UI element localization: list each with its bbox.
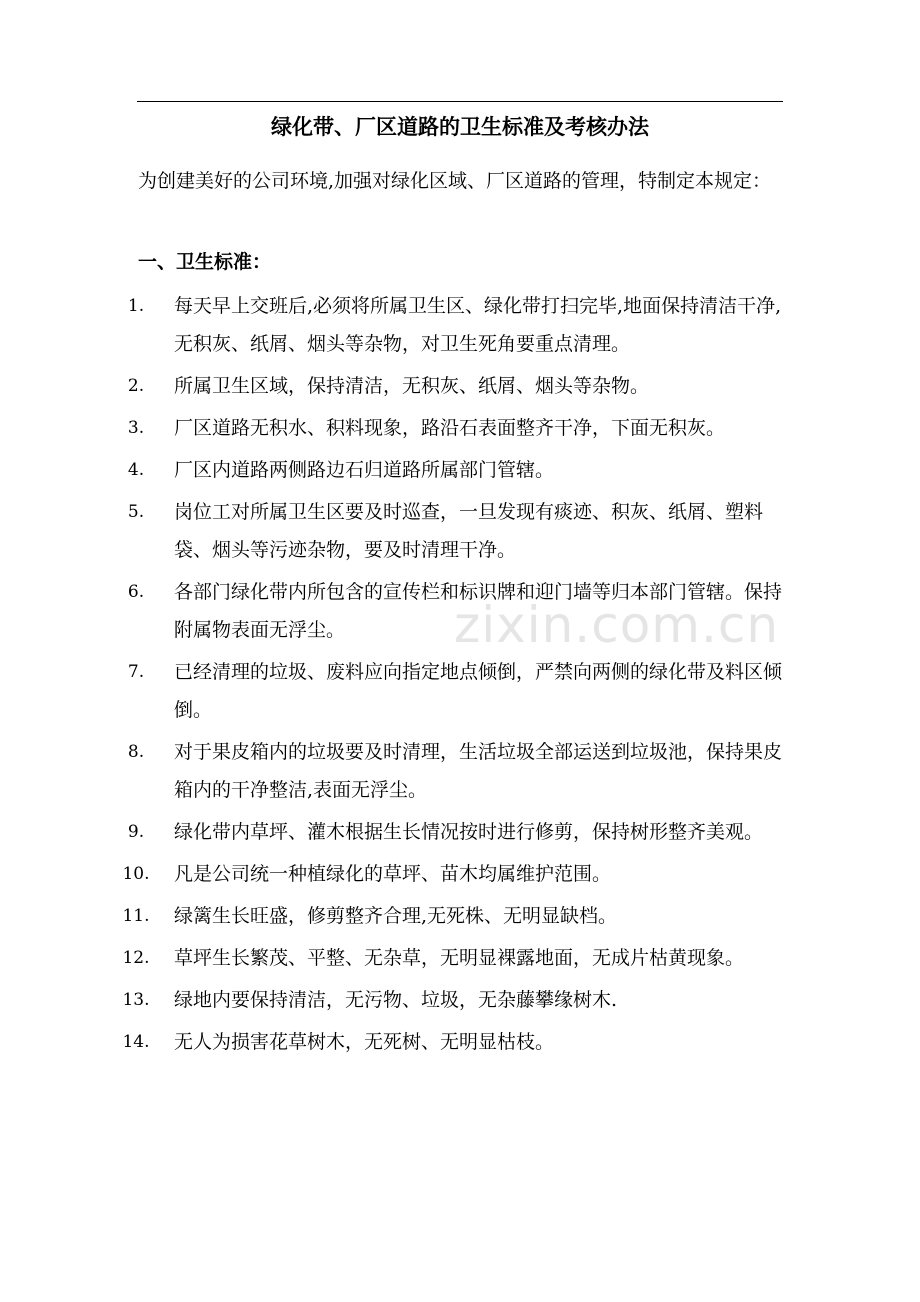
list-item xyxy=(100,367,800,405)
header-rule xyxy=(137,101,783,102)
item-text: 对于果皮箱内的垃圾要及时清理，生活垃圾全部运送到垃圾池，保持果皮箱内的干净整洁,表面无浮尘。 xyxy=(174,741,783,801)
item-number: 8. xyxy=(127,742,145,762)
section-heading-hygiene-standards: 一、卫生标准： xyxy=(138,251,272,273)
watermark: zixin.com.cn xyxy=(454,596,780,654)
item-text: 所属卫生区域，保持清洁，无积灰、纸屑、烟头等杂物。 xyxy=(174,375,650,397)
document-title: 绿化带、厂区道路的卫生标准及考核办法 xyxy=(271,115,649,139)
item-text: 绿地内要保持清洁，无污物、垃圾，无杂藤攀缘树木. xyxy=(174,989,618,1011)
item-text: 绿篱生长旺盛，修剪整齐合理,无死株、无明显缺档。 xyxy=(174,905,618,927)
item-number: 5. xyxy=(127,502,145,522)
item-number: 10. xyxy=(122,864,150,884)
list-item xyxy=(100,939,800,977)
item-text: 岗位工对所属卫生区要及时巡查，一旦发现有痰迹、积灰、纸屑、塑料袋、烟头等污迹杂物，要及时清理干净。 xyxy=(174,501,764,561)
item-number: 6. xyxy=(127,582,145,602)
item-number: 12. xyxy=(122,948,150,968)
item-number: 4. xyxy=(127,460,145,480)
list-item xyxy=(100,493,800,569)
item-text: 凡是公司统一种植绿化的草坪、苗木均属维护范围。 xyxy=(174,863,612,885)
item-number: 11. xyxy=(122,906,150,926)
item-text: 厂区内道路两侧路边石归道路所属部门管辖。 xyxy=(174,459,555,481)
item-text: 草坪生长繁茂、平整、无杂草，无明显裸露地面，无成片枯黄现象。 xyxy=(174,947,745,969)
list-item xyxy=(100,897,800,935)
item-text: 每天早上交班后,必须将所属卫生区、绿化带打扫完毕,地面保持清洁干净,无积灰、纸屑、烟头等杂物，对卫生死角要重点清理。 xyxy=(174,295,782,355)
list-item xyxy=(100,813,800,851)
item-number: 1. xyxy=(127,296,145,316)
list-item xyxy=(100,573,800,649)
list-item xyxy=(100,981,800,1019)
intro-paragraph: 为创建美好的公司环境,加强对绿化区域、厂区道路的管理，特制定本规定： xyxy=(138,170,772,192)
list-item xyxy=(100,1023,800,1061)
item-text: 已经清理的垃圾、废料应向指定地点倾倒，严禁向两侧的绿化带及料区倾倒。 xyxy=(174,661,783,721)
item-text: 厂区道路无积水、积料现象，路沿石表面整齐干净，下面无积灰。 xyxy=(174,417,726,439)
item-text: 无人为损害花草树木，无死树、无明显枯枝。 xyxy=(174,1031,555,1053)
item-number: 3. xyxy=(127,418,145,438)
list-item xyxy=(100,409,800,447)
standards-list xyxy=(100,287,800,1065)
item-number: 7. xyxy=(127,662,145,682)
item-number: 14. xyxy=(122,1032,150,1052)
item-number: 9. xyxy=(127,822,145,842)
list-item xyxy=(100,451,800,489)
list-item xyxy=(100,287,800,363)
item-text: 各部门绿化带内所包含的宣传栏和标识牌和迎门墙等归本部门管辖。保持附属物表面无浮尘。 xyxy=(174,581,783,641)
item-number: 2. xyxy=(127,376,145,396)
item-number: 13. xyxy=(122,990,150,1010)
item-text: 绿化带内草坪、灌木根据生长情况按时进行修剪，保持树形整齐美观。 xyxy=(174,821,764,843)
list-item xyxy=(100,733,800,809)
list-item xyxy=(100,855,800,893)
list-item xyxy=(100,653,800,729)
